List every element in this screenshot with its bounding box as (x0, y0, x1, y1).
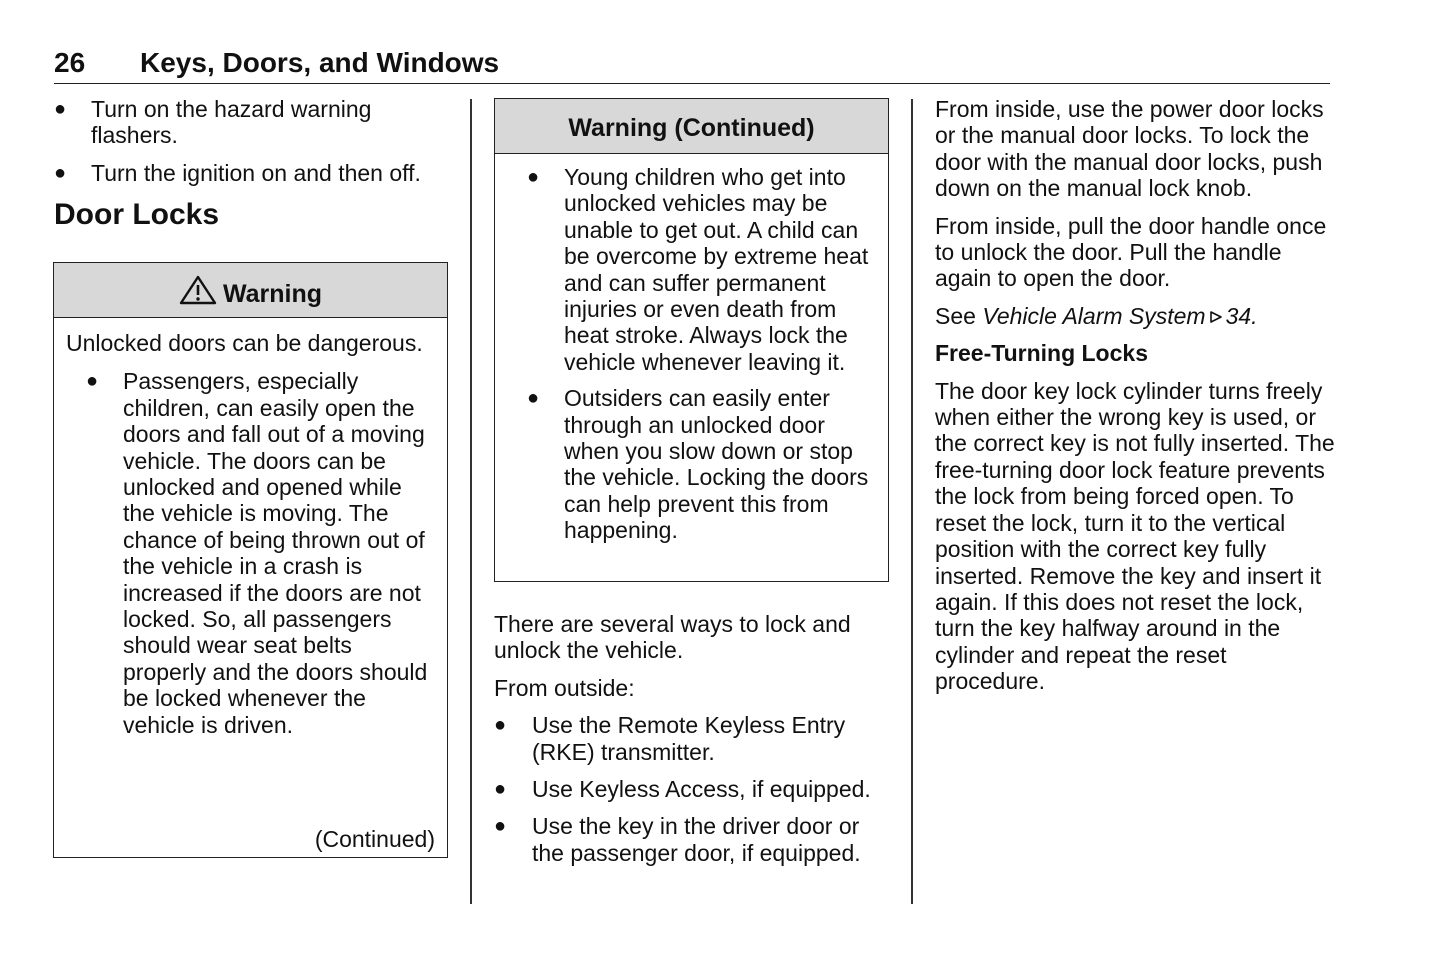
page-header (54, 47, 1330, 84)
column-divider-left (470, 99, 472, 904)
warning-triangle-icon (179, 275, 217, 305)
lock-ways-paragraph: There are several ways to lock and unlock the vehicle. (494, 611, 851, 664)
page-number: 26 (54, 47, 86, 78)
section-title: Keys, Doors, and Windows (140, 47, 500, 78)
bullet-icon: ● (527, 387, 540, 410)
page-reference-arrow-icon (1209, 309, 1223, 325)
from-outside-label: From outside: (494, 674, 635, 701)
list-item: ● Passengers, especially children, can easily open the doors and fall out of a moving vehicle. The doors can be unlocked and opened while the vehicle is moving. The chance of being thrown out of the vehicle in a crash is increased if the doors are not locked. So, all passengers should wear seat belts properly and the doors should be locked whenever the vehicle is driven. (86, 368, 428, 738)
bullet-icon: ● (494, 815, 507, 838)
list-item: ● Use the key in the driver door or the passenger door, if equipped. (494, 813, 861, 866)
warning-header (54, 263, 447, 318)
inside-unlock-paragraph: From inside, pull the door handle once to unlock the door. Pull the handle again to open the door. (935, 212, 1327, 292)
bullet-icon: ● (527, 166, 540, 188)
warning-body (54, 318, 447, 738)
warning-list (66, 368, 435, 738)
free-turning-paragraph: The door key lock cylinder turns freely when either the wrong key is used, or the correct key is not fully inserted. The free-turning door lock feature prevents the lock from being forced open. To reset the lock, turn it to the vertical position with the correct key fully inserted. Remove the key and insert it again. If this does not reset the lock, turn the key halfway around in the cylinder and repeat the reset procedure. (935, 377, 1335, 695)
door-locks-heading: Door Locks (54, 198, 220, 232)
bullet-icon: ● (54, 161, 67, 184)
list-item: ● Use the Remote Keyless Entry (RKE) transmitter. (494, 712, 846, 765)
bullet-icon: ● (54, 98, 67, 120)
list-item: ● Young children who get into unlocked vehicles may be unable to get out. A child can be overcome by extreme heat and can suffer permanent injuries or even death from heat stroke. Always lock the vehicle whenever leaving it. (527, 164, 869, 375)
reference-page-number: 34. (1225, 302, 1258, 329)
continued-label: (Continued) (314, 826, 435, 852)
alarm-system-link[interactable]: Vehicle Alarm System (982, 302, 1206, 329)
column-1 (54, 96, 454, 233)
bullet-icon: ● (494, 714, 507, 737)
warning-continued-header: Warning (Continued) (495, 99, 888, 154)
warning-continued-body (495, 154, 888, 544)
list-item: ● Use Keyless Access, if equipped. (494, 776, 871, 803)
bullet-icon: ● (494, 778, 507, 801)
hazard-steps-list (54, 96, 454, 186)
warning-intro: Unlocked doors can be dangerous. (66, 330, 423, 356)
list-item: ● Turn on the hazard warning flashers. (54, 96, 372, 149)
warning-continued-box (494, 98, 889, 582)
list-item: ● Turn the ignition on and then off. (54, 159, 421, 186)
column-divider-right (911, 99, 913, 904)
warning-box (53, 262, 448, 858)
see-reference (935, 303, 1335, 329)
bullet-icon: ● (86, 370, 99, 393)
list-item: ● Outsiders can easily enter through an unlocked door when you slow down or stop the vehicle. Locking the doors can help prevent this from happening. (527, 385, 869, 544)
column-2 (494, 611, 894, 877)
free-turning-locks-heading: Free-Turning Locks (935, 340, 1148, 367)
warning-title: Warning (222, 280, 323, 308)
warning-continued-list (507, 164, 876, 544)
inside-lock-paragraph: From inside, use the power door locks or the manual door locks. To lock the door with the manual door locks, push down on the manual lock knob. (935, 96, 1324, 202)
column-3 (935, 96, 1335, 706)
outside-methods-list (494, 712, 894, 866)
see-prefix: See (935, 302, 976, 329)
